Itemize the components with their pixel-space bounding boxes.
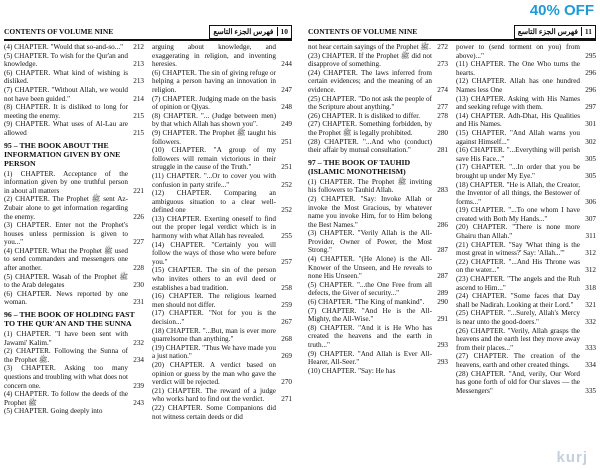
toc-entry-title: (21) CHAPTER. "Say 'What thing is the most great in witness?' Say: 'Allah...'" [456, 240, 580, 258]
toc-entry [308, 95, 448, 112]
left-page [4, 24, 292, 464]
toc-entry-page: 267 [281, 318, 292, 326]
toc-entry [456, 292, 596, 309]
toc-entry [4, 120, 144, 137]
section-heading: 97 – THE BOOK OF TAUHID (ISLAMIC MONOTHEISM) [308, 157, 411, 176]
left-page-title: CONTENTS OF VOLUME NINE [4, 27, 114, 36]
toc-entry-page: 307 [585, 214, 596, 223]
toc-entry [456, 370, 596, 396]
toc-entry-title: (15) CHAPTER. "And Allah warns you against Himself..." [456, 128, 580, 146]
toc-entry [308, 69, 448, 95]
toc-entry-page: 287 [437, 246, 448, 255]
discount-badge: 40% OFF [529, 2, 594, 19]
toc-entry-page: 321 [585, 300, 596, 309]
toc-entry-page: 227 [133, 238, 144, 247]
toc-entry [308, 120, 448, 137]
toc-entry [456, 275, 596, 292]
toc-entry-page: 251 [281, 137, 292, 146]
toc-entry-page: 228 [133, 264, 144, 273]
toc-entry-title: (2) CHAPTER. Following the Sunna of the Prophet ﷺ. [4, 347, 128, 364]
toc-entry [152, 327, 292, 344]
toc-entry-page: 296 [585, 85, 596, 94]
toc-entry [152, 309, 292, 326]
toc-entry-title: (27) CHAPTER. Something forbidden, by the Prophet ﷺ is legally prohibited. [308, 120, 432, 137]
right-page-column-1 [308, 43, 448, 395]
toc-entry-page: 274 [437, 85, 448, 94]
toc-entry-page: 230 [133, 281, 144, 290]
toc-entry-title: (22) CHAPTER. Some Companions did not witness certain deeds or did [152, 403, 276, 421]
left-page-header [4, 24, 292, 41]
toc-entry-title: (1) CHAPTER. Acceptance of the information given by one truthful person in about all matters [4, 169, 128, 195]
toc-entry-page: 318 [585, 283, 596, 292]
toc-entry-page: 312 [585, 249, 596, 258]
toc-entry-page: 252 [281, 180, 292, 189]
toc-entry-page: 312 [585, 266, 596, 275]
toc-entry-page: 280 [437, 128, 448, 137]
toc-entry-page: 287 [437, 272, 448, 281]
toc-entry [4, 390, 144, 407]
toc-entry [152, 95, 292, 112]
toc-entry-page: 333 [585, 343, 596, 352]
toc-entry-page: 302 [585, 137, 596, 146]
toc-entry [456, 258, 596, 275]
toc-entry-title: (19) CHAPTER. "Thus We have made you a just nation." [152, 343, 276, 361]
toc-entry-title: (17) CHAPTER. "Not for you is the decision..." [152, 309, 276, 326]
toc-entry [4, 86, 144, 103]
toc-entry-page: 295 [585, 51, 596, 60]
toc-entry [4, 347, 144, 364]
toc-entry-title: (28) CHAPTER. "...And who (conduct) their affair by mutual consultation." [308, 137, 432, 155]
toc-entry-page: 257 [281, 257, 292, 266]
toc-entry [4, 407, 144, 416]
toc-entry-title: (18) CHAPTER. "...But, man is ever more quarrelsome than anything." [152, 326, 276, 344]
toc-entry [308, 281, 448, 298]
toc-entry [456, 146, 596, 163]
toc-entry [308, 307, 448, 324]
toc-entry-title: (16) CHAPTER. "...Everything will perish save His Face..." [456, 146, 580, 163]
toc-entry-page: 293 [437, 358, 448, 367]
toc-entry-page: 286 [437, 220, 448, 229]
toc-entry-title: (23) CHAPTER. "The angels and the Ruh ascend to Him..." [456, 275, 580, 292]
right-page [308, 24, 596, 464]
toc-entry-page: 293 [437, 341, 448, 349]
toc-entry-page: 215 [133, 128, 144, 137]
toc-entry-page: 278 [437, 111, 448, 120]
right-page-title: CONTENTS OF VOLUME NINE [308, 27, 418, 36]
toc-entry-title: (26) CHAPTER. "Verily, Allah grasps the heavens and the earth lest they move away from their places..." [456, 326, 580, 352]
left-page-column-1 [4, 43, 144, 421]
left-page-column-2 [152, 43, 292, 421]
toc-entry-title: (3) CHAPTER. Asking too many questions and troubling with what does not concern one. [4, 364, 128, 390]
toc-entry [456, 241, 596, 258]
toc-entry-title: (20) CHAPTER. "There is none more Ghairu than Allah." [456, 223, 580, 241]
toc-entry [456, 181, 596, 207]
toc-entry [152, 189, 292, 215]
toc-entry-title: (22) CHAPTER. "...And His Throne was on the water..." [456, 257, 580, 275]
toc-entry-title: (6) CHAPTER. News reported by one woman. [4, 289, 128, 307]
toc-entry-title: (1) CHAPTER. The Prophet ﷺ inviting his followers to Tauhid Allah. [308, 177, 432, 195]
toc-entry-title: (23) CHAPTER. If the Prophet ﷺ did not disapprove of something. [308, 51, 432, 69]
toc-entry-page: 234 [133, 355, 144, 364]
toc-entry [152, 112, 292, 129]
toc-entry-title: (5) CHAPTER. To wish for the Qur'an and knowledge. [4, 51, 128, 69]
toc-entry-title: not hear certain sayings of the Prophet ﷺ. [308, 43, 431, 51]
toc-entry-title: (15) CHAPTER. The sin of the person who invites others to an evil deed or establishes a bad tradition. [152, 266, 276, 292]
toc-entry-page: 243 [133, 398, 144, 407]
toc-entry-title: (6) CHAPTER. What kind of wishing is disliked. [4, 68, 128, 86]
toc-entry-page: 281 [437, 146, 448, 155]
toc-entry [152, 215, 292, 241]
toc-entry [152, 241, 292, 267]
toc-entry [308, 178, 448, 195]
toc-entry-page: 296 [585, 68, 596, 77]
toc-entry [456, 95, 596, 112]
toc-entry-page: 289 [437, 289, 448, 298]
toc-entry-page: 252 [281, 206, 292, 215]
toc-entry-page: 244 [281, 60, 292, 69]
toc-entry-page: 232 [133, 338, 144, 347]
toc-entry-title: (5) CHAPTER. Going deeply into [4, 407, 103, 416]
toc-entry-page: 305 [585, 171, 596, 180]
toc-entry-page: 306 [585, 197, 596, 206]
toc-entry-page: 214 [133, 94, 144, 103]
toc-entry [456, 327, 596, 353]
toc-entry-title: (2) CHAPTER. "Say: Invoke Allah or invoke the Most Gracious, by whatever name you invoke Him, for to Him belong the Best Names." [308, 194, 432, 229]
toc-entry-title: (26) CHAPTER. It is disliked to differ. [308, 111, 421, 120]
left-page-label-box [209, 25, 292, 39]
toc-entry-title: (10) CHAPTER. "A group of my followers will remain victorious in their struggle in the cause of the Truth." [152, 146, 276, 172]
toc-entry-page: 268 [281, 335, 292, 344]
toc-entry [456, 223, 596, 240]
toc-entry-title: (6) CHAPTER. The sin of giving refuge or helping a person having an innovation in religion. [152, 68, 276, 94]
toc-entry-page: 273 [437, 60, 448, 69]
toc-entry [4, 273, 144, 290]
toc-entry [456, 129, 596, 146]
toc-entry [152, 129, 292, 146]
toc-entry-title: (8) CHAPTER. It is disliked to long for meeting the enemy. [4, 103, 128, 120]
toc-entry-title: (14) CHAPTER. "Certainly you will follow the ways of those who were before you." [152, 240, 276, 266]
toc-entry [308, 350, 448, 367]
toc-entry [308, 298, 448, 307]
toc-entry [152, 266, 292, 292]
toc-entry [4, 247, 144, 273]
toc-entry [308, 112, 448, 121]
watermark-logo: kurj [556, 449, 588, 466]
toc-entry [152, 361, 292, 387]
toc-entry-title: (8) CHAPTER. "... (Judge between men) by that which Allah has shown you". [152, 111, 276, 129]
toc-entry [4, 103, 144, 120]
toc-entry-page: 249 [281, 120, 292, 129]
toc-entry [152, 172, 292, 189]
toc-entry [456, 206, 596, 223]
toc-entry-title: (25) CHAPTER. "Do not ask the people of the Scripture about anything." [308, 94, 432, 112]
toc-entry-title: (12) CHAPTER. Comparing an ambiguous situation to a clear well-defined one [152, 189, 276, 215]
toc-entry-title: (13) CHAPTER. Exerting oneself to find out the proper legal verdict which is in harmony with what Allah has revealed. [152, 214, 276, 241]
toc-entry [308, 138, 448, 155]
toc-entry-title: (5) CHAPTER. "...the One Free from all defects, the Giver of security..." [308, 280, 432, 298]
toc-entry-title: (6) CHAPTER. "The King of mankind". [308, 298, 425, 307]
toc-entry [456, 309, 596, 326]
toc-entry [4, 221, 144, 247]
toc-entry-title: (7) CHAPTER. "And He is the All-Mighty, the All-Wise." [308, 306, 432, 324]
toc-entry-page: 297 [585, 103, 596, 112]
toc-entry-title: (10) CHAPTER. "Say: He has [308, 366, 396, 375]
toc-entry [456, 163, 596, 180]
toc-entry-page: 258 [281, 283, 292, 292]
toc-entry [152, 387, 292, 404]
toc-entry-title: (4) CHAPTER. "(He Alone) is the All-Knower of the Unseen, and He reveals to none His Unseen." [308, 255, 432, 281]
toc-entry-page: 247 [281, 85, 292, 94]
toc-entry-title: (25) CHAPTER. "...Surely, Allah's Mercy is near unto the good-doers." [456, 309, 580, 326]
toc-entry [152, 344, 292, 361]
toc-entry [456, 43, 596, 60]
toc-entry-page: 272 [437, 43, 448, 51]
toc-entry-page: 213 [133, 77, 144, 86]
toc-entry-title: (16) CHAPTER. The religious learned men should not differ. [152, 292, 276, 309]
toc-entry [456, 352, 596, 369]
toc-entry-title: (24) CHAPTER. "Some faces that Day shall be Nadirah. Looking at their Lord." [456, 292, 580, 309]
toc-entry-title: (19) CHAPTER. "...To one whom I have created with Both My Hands..." [456, 206, 580, 223]
toc-entry [152, 404, 292, 421]
toc-entry-title: (7) CHAPTER. "Without Allah, we would not have been guided." [4, 85, 128, 103]
toc-entry-title: (18) CHAPTER. "He is Allah, the Creator, the Inventor of all things, the Bestower of forms..." [456, 180, 580, 206]
toc-entry-page: 215 [133, 111, 144, 120]
toc-entry [456, 77, 596, 94]
toc-entry-title: (7) CHAPTER. Judging made on the basis of opinion or Qiyas. [152, 94, 276, 112]
toc-entry-page: 290 [437, 298, 448, 307]
right-page-header [308, 24, 596, 41]
toc-entry [152, 43, 292, 69]
toc-entry-title: (9) CHAPTER. What uses of Al-Lau are allowed [4, 120, 128, 137]
toc-entry-page: 291 [437, 315, 448, 324]
toc-entry [152, 69, 292, 95]
toc-entry [152, 292, 292, 309]
right-page-column-2 [456, 43, 596, 395]
toc-entry [4, 195, 144, 221]
toc-entry-title: (9) CHAPTER. The Prophet ﷺ taught his followers. [152, 128, 276, 146]
toc-entry-page: 335 [585, 386, 596, 395]
toc-entry [4, 69, 144, 86]
toc-entry [308, 367, 448, 376]
toc-entry [4, 170, 144, 196]
toc-entry-title: (4) CHAPTER. To follow the deeds of the Prophet ﷺ [4, 390, 128, 407]
toc-entry-page: 226 [133, 212, 144, 221]
toc-entry-title: (21) CHAPTER. The reward of a judge who works hard to find out the verdict. [152, 386, 276, 404]
toc-entry-title: (4) CHAPTER. What the Prophet ﷺ used to send commanders and messengers one after another. [4, 246, 128, 273]
toc-entry-title: (13) CHAPTER. Asking with His Names and seeking refuge with them. [456, 94, 580, 112]
toc-entry [4, 290, 144, 307]
toc-entry-page: 301 [585, 120, 596, 129]
toc-entry [456, 60, 596, 77]
toc-entry [4, 330, 144, 347]
toc-entry [308, 43, 448, 52]
toc-entry-title: (28) CHAPTER. "And, verily, Our Word has gone forth of old for Our slaves — the Messengers" [456, 369, 580, 395]
toc-entry-page: 255 [281, 232, 292, 241]
left-page-number: 10 [277, 27, 289, 36]
toc-entry-page: 213 [133, 60, 144, 69]
right-page-number: 11 [581, 27, 592, 36]
toc-entry-page: 269 [281, 352, 292, 361]
toc-entry [152, 146, 292, 172]
toc-entry [456, 112, 596, 129]
toc-entry-page: 277 [437, 103, 448, 112]
toc-entry-title: (11) CHAPTER. "...Or to cover you with confusion in party strife..." [152, 171, 276, 189]
toc-entry-title: (9) CHAPTER. "And Allah is Ever All-Hearer, All-Seer." [308, 349, 432, 367]
toc-entry-title: (3) CHAPTER. "Verily Allah is the All-Provider, Owner of Power, the Most Strong." [308, 229, 432, 255]
toc-entry-title: (5) CHAPTER. Wasah of the Prophet ﷺ to the Arab delegates [4, 272, 128, 290]
toc-entry-title: (1) CHAPTER. "I have been sent with Jawami' Kalim." [4, 330, 128, 347]
toc-entry [4, 52, 144, 69]
toc-entry-page: 305 [585, 154, 596, 163]
toc-entry [308, 195, 448, 229]
toc-entry-page: 251 [281, 163, 292, 172]
toc-entry-page: 221 [133, 186, 144, 195]
toc-entry [308, 255, 448, 281]
toc-entry-page: 271 [281, 395, 292, 404]
toc-entry [308, 324, 448, 350]
toc-entry-title: (14) CHAPTER. Adh-Dhat, His Qualities and His Names. [456, 111, 580, 129]
toc-entry-title: (4) CHAPTER. "Would that so-and-so..." [4, 43, 124, 51]
right-page-arabic-title: فهرس الجزء التاسع [517, 27, 578, 36]
toc-entry-title: (17) CHAPTER. "...In order that you be brought up under My Eye." [456, 163, 580, 180]
toc-entry-title: (27) CHAPTER. The creation of the heavens, earth and other created things. [456, 352, 580, 369]
toc-entry-title: (24) CHAPTER. The laws inferred from certain evidences; and the meaning of an evidence. [308, 68, 432, 94]
section-heading: 95 – THE BOOK ABOUT THE INFORMATION GIVEN BY ONE PERSON [4, 140, 121, 168]
toc-entry-title: (20) CHAPTER. A verdict based on opinion or guess by the man who gave the verdict will be rejected. [152, 360, 276, 387]
toc-entry-page: 270 [281, 378, 292, 387]
toc-entry [4, 364, 144, 390]
toc-entry [308, 52, 448, 69]
left-page-arabic-title: فهرس الجزء التاسع [213, 27, 274, 36]
toc-entry-title: (8) CHAPTER. "And it is He Who has created the heavens and the earth in truth..." [308, 323, 432, 349]
toc-entry-title: power to (send torment on you) from above)..." [456, 43, 580, 60]
toc-entry-title: (12) CHAPTER. Allah has one hundred Names less One [456, 77, 580, 94]
toc-entry-title: (2) CHAPTER. The Prophet ﷺ sent Az-Zubair alone to get information regarding the enemy. [4, 195, 128, 221]
toc-entry-page: 311 [585, 232, 596, 241]
toc-entry-title: (11) CHAPTER. The One Who turns the hearts. [456, 60, 580, 77]
toc-entry-page: 283 [437, 186, 448, 195]
section-heading: 96 – THE BOOK OF HOLDING FAST TO THE QUR'AN AND THE SUNNA [4, 310, 135, 329]
toc-entry-page: 248 [281, 103, 292, 112]
toc-entry-title: arguing about knowledge, and exaggerating in religion, and inventing heresies. [152, 43, 276, 69]
toc-entry [308, 229, 448, 255]
toc-entry-page: 239 [133, 381, 144, 390]
toc-entry-page: 231 [133, 298, 144, 307]
toc-entry-page: 212 [133, 43, 144, 51]
toc-entry-page: 259 [281, 300, 292, 309]
toc-entry [4, 43, 144, 52]
toc-entry-page: 334 [585, 360, 596, 369]
toc-entry-title: (3) CHAPTER. Enter not the Prophet's houses unless permission is given to you..." [4, 221, 128, 247]
right-page-label-box [514, 25, 596, 39]
toc-entry-page: 332 [585, 318, 596, 326]
